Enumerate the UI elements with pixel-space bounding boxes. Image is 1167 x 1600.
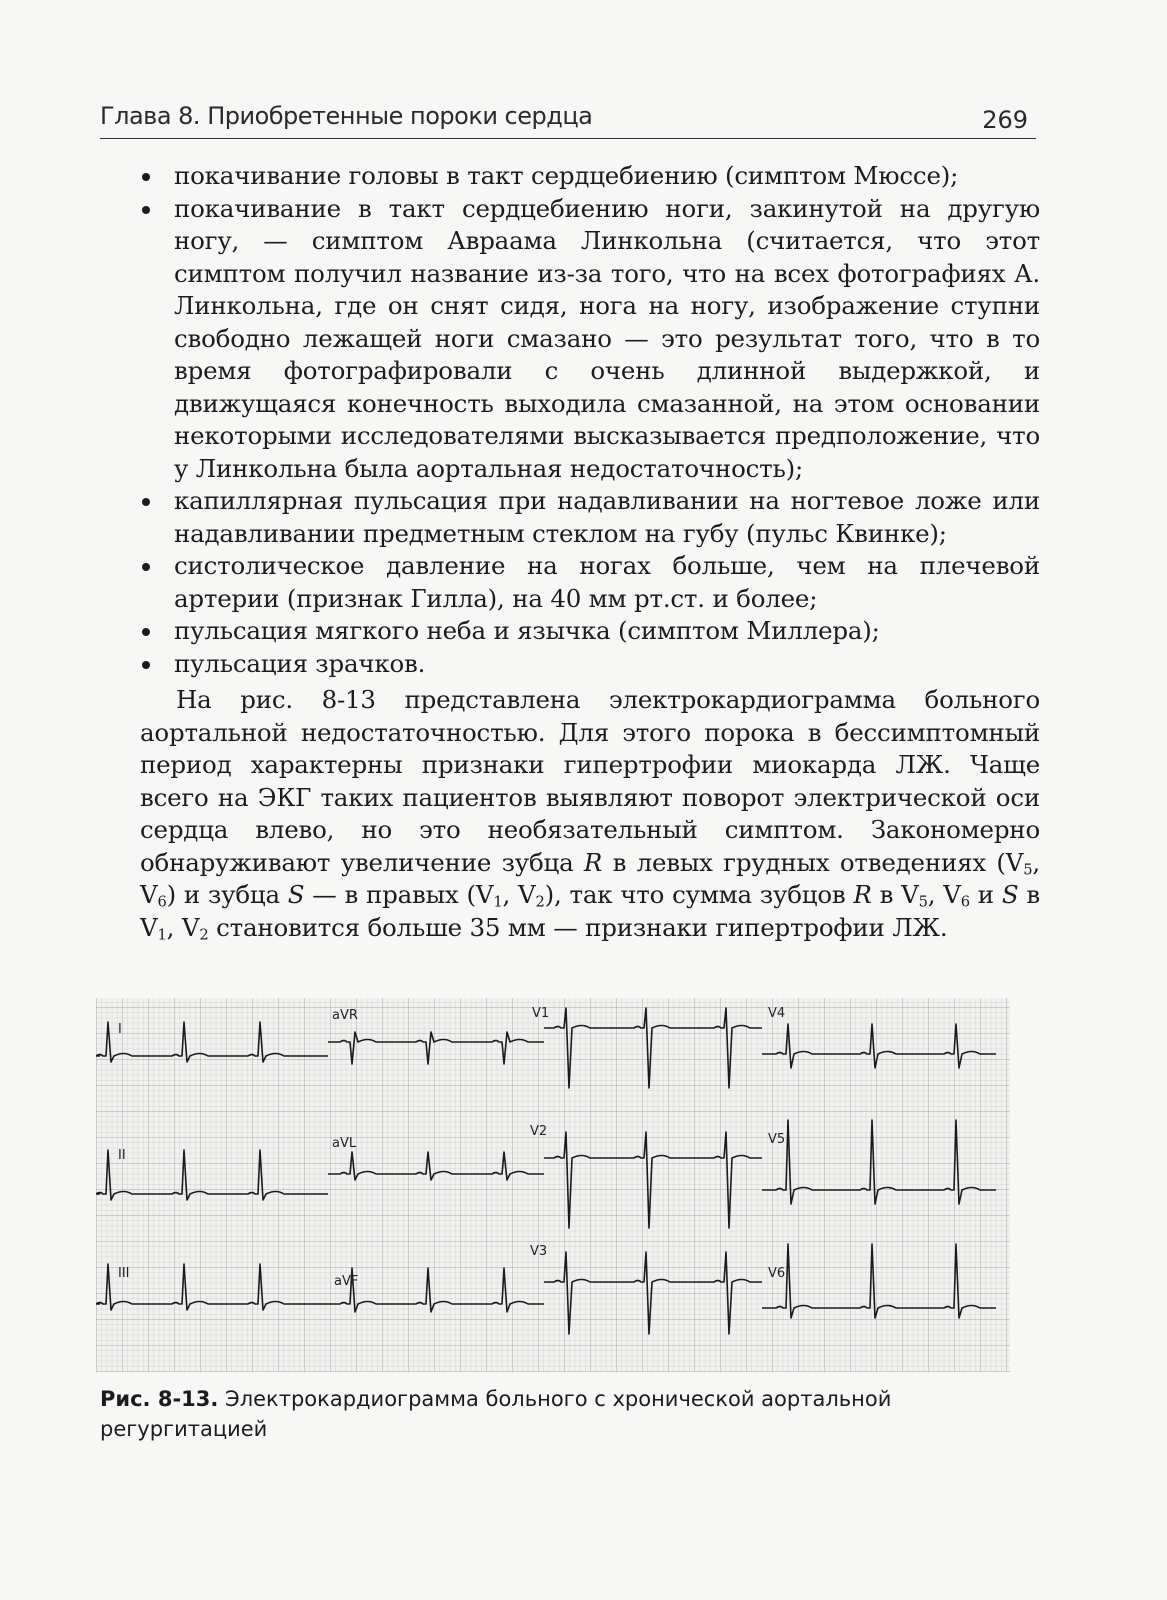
caption-text: Электрокардиограмма больного с хронической аортальной регургитацией: [100, 1387, 892, 1441]
ecg-trace-v2: [544, 1132, 762, 1228]
lead-label-iii: III: [118, 1266, 130, 1281]
ecg-trace-iii: [96, 1264, 328, 1310]
page-number: 269: [982, 106, 1028, 134]
ecg-trace-v1: [544, 1008, 762, 1088]
lead-label-v4: V4: [768, 1006, 786, 1021]
ecg-description-paragraph: На рис. 8-13 представлена электрокардиограмма больного аортальной недостаточностью. Для этого порока в бессимптомный период характерны признаки гипертрофии миокарда ЛЖ. Чаще всего на ЭКГ таких пациентов выявляют поворот электрической оси сердца влево, но это необязательный симптом. Закономерно обнаруживают увеличение зубца R в левых грудных отведениях ($V_5$, $V_6$) и зубца S — в правых ($V_1$, $V_2$), так что сумма зубцов R в $V_5$, $V_6$ и S в $V_1$, $V_2$ становится больше 35 мм — признаки гипертрофии ЛЖ.: [140, 685, 1041, 944]
running-header: [100, 98, 1036, 139]
lead-label-avl: aVL: [332, 1136, 357, 1151]
ecg-trace-avl: [328, 1152, 544, 1180]
figure-number: Рис. 8-13.: [100, 1387, 219, 1411]
list-item: пульсация мягкого неба и язычка (симптом Миллера);: [140, 615, 1040, 648]
lead-label-v1: V1: [532, 1006, 550, 1021]
list-item: покачивание головы в такт сердцебиению (симптом Мюссе);: [140, 160, 1040, 193]
symptom-list: [140, 160, 1040, 680]
main-text: [140, 160, 1040, 944]
ecg-traces: [96, 998, 1010, 1372]
lead-label-avf: aVF: [334, 1274, 359, 1289]
lead-label-v2: V2: [530, 1124, 548, 1139]
chapter-title: Глава 8. Приобретенные пороки сердца: [100, 102, 593, 130]
ecg-trace-v4: [762, 1024, 996, 1068]
list-item: покачивание в такт сердцебиению ноги, закинутой на другую ногу, — симптом Авраама Линкольна (считается, что этот симптом получил название из-за того, что на всех фотографиях А. Линкольна, где он снят сидя, нога на ногу, изображение ступни свободно лежащей ноги смазано — это результат того, что в то время фотографировали с очень длинной выдержкой, и движущаяся конечность выходила смазанной, на этом основании некоторыми исследователями высказывается предположение, что у Линкольна была аортальная недостаточность);: [140, 193, 1040, 486]
ecg-trace-i: [96, 1022, 328, 1062]
ecg-trace-v3: [544, 1252, 762, 1334]
lead-label-v6: V6: [768, 1266, 786, 1281]
ecg-figure: [96, 998, 1010, 1372]
ecg-trace-avr: [328, 1032, 544, 1064]
list-item: капиллярная пульсация при надавливании на ногтевое ложе или надавливании предметным стеклом на губу (пульс Квинке);: [140, 485, 1040, 550]
ecg-trace-v6: [762, 1244, 996, 1318]
ecg-trace-v5: [762, 1120, 996, 1204]
ecg-trace-ii: [96, 1150, 328, 1200]
figure-caption: [100, 1384, 1030, 1444]
lead-label-avr: aVR: [332, 1008, 358, 1023]
ecg-trace-avf: [328, 1268, 544, 1312]
lead-label-v3: V3: [530, 1244, 548, 1259]
list-item: систолическое давление на ногах больше, чем на плечевой артерии (признак Гилла), на 40 мм рт.ст. и более;: [140, 550, 1040, 615]
list-item: пульсация зрачков.: [140, 648, 1040, 681]
lead-label-i: I: [118, 1022, 122, 1037]
lead-label-v5: V5: [768, 1132, 786, 1147]
lead-label-ii: II: [118, 1148, 126, 1163]
